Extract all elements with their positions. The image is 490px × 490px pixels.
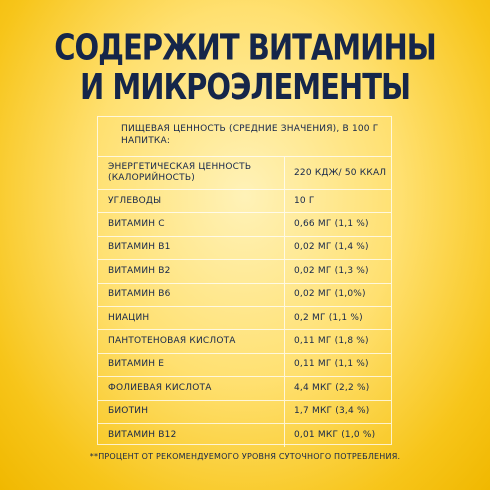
table-header: ПИЩЕВАЯ ЦЕННОСТЬ (СРЕДНИЕ ЗНАЧЕНИЯ), В 100 Г НАПИТКА: (98, 117, 391, 157)
title-line-1: СОДЕРЖИТ ВИТАМИНЫ (54, 26, 436, 69)
nutrient-name: ВИТАМИН Е (98, 354, 285, 376)
table-row (98, 284, 391, 307)
nutrient-value: 0,02 МГ (1,4 %) (294, 242, 369, 253)
table-row (98, 307, 391, 330)
nutrient-value: 0,11 МГ (1,1 %) (294, 359, 369, 370)
nutrient-value: 0,02 МГ (1,0%) (294, 289, 366, 300)
nutrient-name: БИОТИН (98, 401, 285, 423)
nutrient-value: 10 Г (294, 195, 315, 206)
nutrient-value: 0,2 МГ (1,1 %) (294, 312, 363, 323)
nutrient-value: 1,7 МКГ (3,4 %) (294, 406, 370, 417)
nutrient-name: ВИТАМИН В1 (98, 237, 285, 259)
page-title (0, 28, 490, 106)
table-row (98, 354, 391, 377)
nutrient-name: ЭНЕРГЕТИЧЕСКАЯ ЦЕННОСТЬ (КАЛОРИЙНОСТЬ) (98, 157, 285, 189)
table-row (98, 190, 391, 213)
nutrient-name: НИАЦИН (98, 307, 285, 329)
title-line-2: И МИКРОЭЛЕМЕНТЫ (79, 65, 411, 108)
nutrient-value: 0,01 МКГ (1,0 %) (294, 430, 376, 441)
nutrient-value: 4,4 МКГ (2,2 %) (294, 382, 370, 393)
nutrient-value: 0,11 МГ (1,8 %) (294, 336, 369, 347)
nutrition-table (97, 116, 392, 445)
table-row (98, 213, 391, 236)
nutrient-name: ВИТАМИН В6 (98, 284, 285, 306)
nutrient-name: ВИТАМИН В2 (98, 260, 285, 282)
table-row (98, 260, 391, 283)
table-row (98, 424, 391, 447)
nutrient-name: УГЛЕВОДЫ (98, 190, 285, 212)
nutrient-name: ВИТАМИН С (98, 213, 285, 235)
nutrient-value: 0,66 МГ (1,1 %) (294, 219, 369, 230)
table-row (98, 237, 391, 260)
nutrient-name: ВИТАМИН В12 (98, 424, 285, 447)
nutrient-value: 220 КДЖ/ 50 ККАЛ (294, 167, 387, 178)
nutrient-value: 0,02 МГ (1,3 %) (294, 265, 369, 276)
table-row (98, 157, 391, 190)
table-body (98, 157, 391, 447)
footnote: **ПРОЦЕНТ ОТ РЕКОМЕНДУЕМОГО УРОВНЯ СУТОЧНОГО ПОТРЕБЛЕНИЯ. (89, 452, 401, 461)
table-row (98, 401, 391, 424)
table-row (98, 330, 391, 353)
nutrient-name: ПАНТОТЕНОВАЯ КИСЛОТА (98, 330, 285, 352)
nutrient-name: ФОЛИЕВАЯ КИСЛОТА (98, 377, 285, 399)
table-row (98, 377, 391, 400)
